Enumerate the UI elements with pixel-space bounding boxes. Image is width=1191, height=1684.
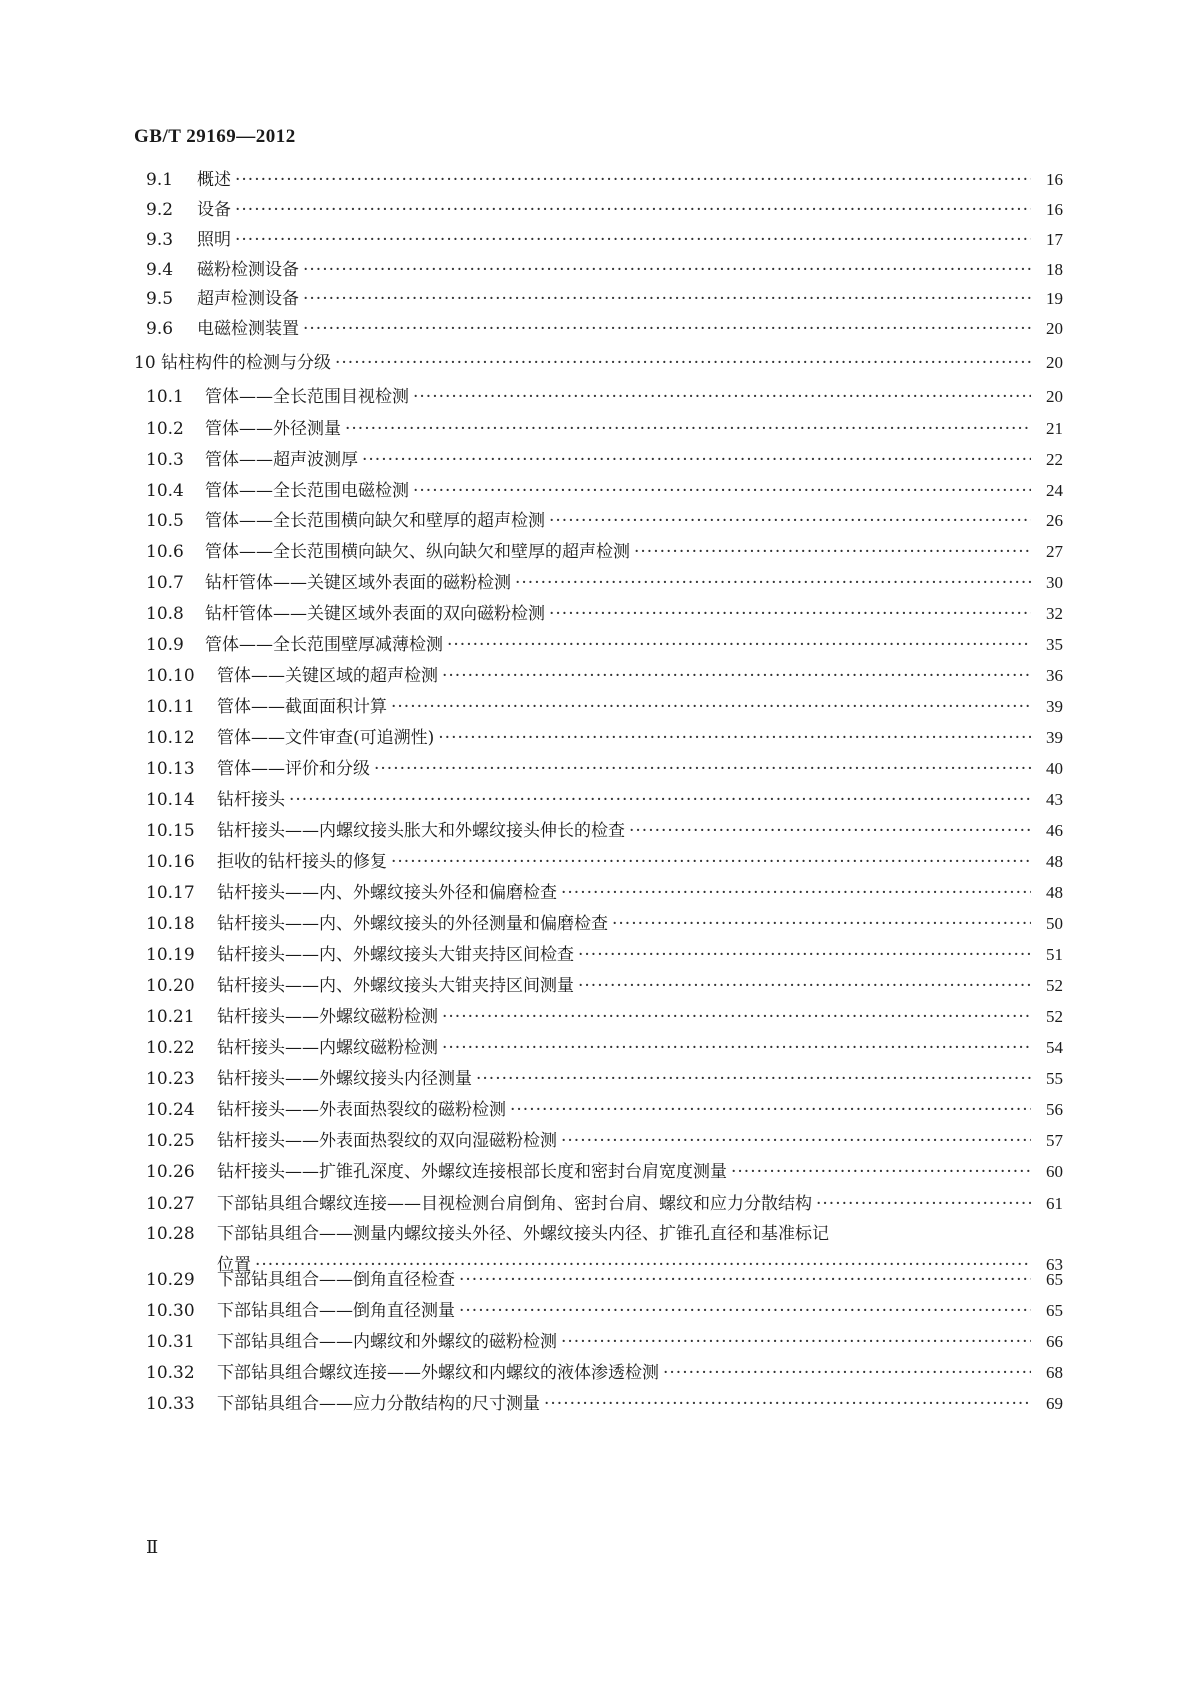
toc-leader-dots xyxy=(459,1264,1031,1296)
toc-entry-page: 50 xyxy=(1046,914,1063,933)
toc-entry[interactable] xyxy=(146,283,1063,315)
toc-leader-dots xyxy=(374,753,1031,785)
toc-entry-number: 10.16 xyxy=(146,852,195,872)
toc-entry-page: 61 xyxy=(1046,1194,1063,1213)
toc-entry-number: 10.24 xyxy=(146,1100,195,1120)
toc-entry-number: 10.31 xyxy=(146,1332,195,1352)
toc-entry-page: 55 xyxy=(1046,1069,1063,1088)
toc-entry-title: 钻杆接头——外螺纹接头内径测量 xyxy=(217,1069,472,1089)
toc-leader-dots xyxy=(303,313,1031,345)
toc-entry-page: 65 xyxy=(1046,1301,1063,1320)
toc-leader-dots xyxy=(438,722,1031,754)
toc-entry[interactable] xyxy=(146,381,1063,413)
toc-entry-number: 10.33 xyxy=(146,1394,195,1414)
toc-entry[interactable] xyxy=(146,1188,1063,1220)
toc-entry-page: 18 xyxy=(1046,260,1063,279)
toc-entry-number: 10.19 xyxy=(146,945,195,965)
toc-leader-dots xyxy=(578,970,1031,1002)
page-number: Ⅱ xyxy=(146,1537,159,1557)
toc-entry-page: 19 xyxy=(1046,289,1063,308)
toc-entry-title: 下部钻具组合——应力分散结构的尺寸测量 xyxy=(217,1394,540,1414)
toc-leader-dots xyxy=(335,347,1031,379)
toc-entry-number: 10.13 xyxy=(146,759,195,779)
toc-entry-title: 下部钻具组合——倒角直径测量 xyxy=(217,1301,455,1321)
toc-entry-page: 48 xyxy=(1046,883,1063,902)
toc-entry-number: 10.12 xyxy=(146,728,195,748)
toc-leader-dots xyxy=(442,1032,1031,1064)
toc-entry[interactable] xyxy=(146,475,1063,507)
toc-entry-page: 35 xyxy=(1046,635,1063,654)
toc-entry[interactable] xyxy=(146,194,1063,226)
toc-entry-number: 10.22 xyxy=(146,1038,195,1058)
toc-entry-title: 管体——截面面积计算 xyxy=(217,697,387,717)
toc-leader-dots xyxy=(345,413,1031,445)
toc-entry-page: 16 xyxy=(1046,170,1063,189)
toc-entry[interactable] xyxy=(146,908,1063,940)
toc-entry[interactable] xyxy=(146,1001,1063,1033)
toc-entry-page: 66 xyxy=(1046,1332,1063,1351)
toc-entry-page: 65 xyxy=(1046,1270,1063,1289)
toc-entry-title: 磁粉检测设备 xyxy=(197,260,299,280)
toc-entry-number: 10.6 xyxy=(146,542,184,562)
toc-entry[interactable] xyxy=(146,224,1063,256)
toc-entry-page: 30 xyxy=(1046,573,1063,592)
toc-entry[interactable] xyxy=(146,1357,1063,1389)
toc-leader-dots xyxy=(634,536,1031,568)
toc-entry-number: 9.6 xyxy=(146,319,174,339)
toc-leader-dots xyxy=(391,846,1031,878)
toc-entry-number: 10.23 xyxy=(146,1069,195,1089)
toc-entry-title: 钻杆接头 xyxy=(217,790,285,810)
toc-leader-dots xyxy=(447,629,1031,661)
toc-entry[interactable] xyxy=(146,313,1063,345)
toc-entry-title: 管体——全长范围目视检测 xyxy=(205,387,409,407)
toc-leader-dots xyxy=(235,194,1031,226)
toc-entry-title: 电磁检测装置 xyxy=(197,319,299,339)
toc-entry-number: 10.2 xyxy=(146,419,184,439)
toc-entry-title: 下部钻具组合——倒角直径检查 xyxy=(217,1270,455,1290)
toc-entry-page: 24 xyxy=(1046,481,1063,500)
toc-entry-number: 10.14 xyxy=(146,790,195,810)
toc-entry-title: 管体——关键区域的超声检测 xyxy=(217,666,438,686)
toc-entry-page: 27 xyxy=(1046,542,1063,561)
toc-entry[interactable] xyxy=(146,1326,1063,1358)
toc-entry-title: 管体——全长范围壁厚减薄检测 xyxy=(205,635,443,655)
toc-entry-number: 10.17 xyxy=(146,883,195,903)
toc-entry-number: 10.4 xyxy=(146,481,184,501)
toc-leader-dots xyxy=(544,1388,1031,1420)
toc-entry-number: 9.4 xyxy=(146,260,174,280)
toc-entry-title: 拒收的钻杆接头的修复 xyxy=(217,852,387,872)
toc-entry-page: 36 xyxy=(1046,666,1063,685)
toc-entry[interactable] xyxy=(146,939,1063,971)
toc-entry-page: 20 xyxy=(1046,353,1063,372)
toc-entry-title: 钻杆接头——内、外螺纹接头大钳夹持区间检查 xyxy=(217,945,574,965)
toc-leader-dots xyxy=(413,381,1031,413)
toc-entry-page: 26 xyxy=(1046,511,1063,530)
toc-entry-title: 超声检测设备 xyxy=(197,289,299,309)
toc-leader-dots xyxy=(663,1357,1031,1389)
toc-entry-page: 52 xyxy=(1046,976,1063,995)
toc-entry-title: 管体——评价和分级 xyxy=(217,759,370,779)
toc-entry-title: 钻杆接头——内、外螺纹接头外径和偏磨检查 xyxy=(217,883,557,903)
toc-entry-title: 下部钻具组合螺纹连接——目视检测台肩倒角、密封台肩、螺纹和应力分散结构 xyxy=(217,1194,812,1214)
toc-entry-number: 10.27 xyxy=(146,1194,195,1214)
toc-entry-page: 39 xyxy=(1046,728,1063,747)
toc-entry-number: 10.30 xyxy=(146,1301,195,1321)
toc-entry-page: 32 xyxy=(1046,604,1063,623)
toc-entry[interactable] xyxy=(146,1295,1063,1327)
toc-entry-page: 20 xyxy=(1046,387,1063,406)
toc-entry-title: 概述 xyxy=(197,170,231,190)
toc-entry-title-continued: 位置 xyxy=(217,1255,251,1275)
toc-entry-page: 40 xyxy=(1046,759,1063,778)
toc-entry-page: 39 xyxy=(1046,697,1063,716)
toc-entry-title: 钻杆管体——关键区域外表面的双向磁粉检测 xyxy=(205,604,545,624)
toc-leader-dots xyxy=(442,660,1031,692)
toc-entry[interactable] xyxy=(146,164,1063,196)
toc-entry-title: 管体——全长范围横向缺欠、纵向缺欠和壁厚的超声检测 xyxy=(205,542,630,562)
toc-leader-dots xyxy=(391,691,1031,723)
toc-entry-title: 钻杆接头——外表面热裂纹的磁粉检测 xyxy=(217,1100,506,1120)
toc-entry[interactable] xyxy=(146,1063,1063,1095)
toc-entry-title: 下部钻具组合——测量内螺纹接头外径、外螺纹接头内径、扩锥孔直径和基准标记 xyxy=(217,1224,829,1244)
toc-entry[interactable] xyxy=(146,722,1063,754)
toc-entry[interactable] xyxy=(146,753,1063,785)
toc-entry-number: 9.5 xyxy=(146,289,174,309)
toc-leader-dots xyxy=(303,254,1031,286)
toc-entry[interactable] xyxy=(146,505,1063,537)
toc-leader-dots xyxy=(515,567,1031,599)
toc-leader-dots xyxy=(612,908,1031,940)
toc-entry-page: 43 xyxy=(1046,790,1063,809)
toc-entry-number: 10.10 xyxy=(146,666,195,686)
toc-leader-dots xyxy=(459,1295,1031,1327)
toc-entry-title: 管体——全长范围横向缺欠和壁厚的超声检测 xyxy=(205,511,545,531)
toc-entry[interactable] xyxy=(146,254,1063,286)
toc-entry-number: 10.7 xyxy=(146,573,184,593)
toc-leader-dots xyxy=(629,815,1031,847)
toc-leader-dots xyxy=(561,1125,1031,1157)
toc-entry-title: 钻杆接头——外表面热裂纹的双向湿磁粉检测 xyxy=(217,1131,557,1151)
toc-entry[interactable] xyxy=(146,1218,1063,1250)
toc-entry-title: 钻杆接头——内螺纹接头胀大和外螺纹接头伸长的检查 xyxy=(217,821,625,841)
toc-entry-number: 9.3 xyxy=(146,230,174,250)
toc-entry-title: 钻杆接头——内螺纹磁粉检测 xyxy=(217,1038,438,1058)
toc-entry[interactable] xyxy=(146,691,1063,723)
toc-entry[interactable] xyxy=(146,629,1063,661)
toc-leader-dots xyxy=(561,1326,1031,1358)
toc-leader-dots xyxy=(413,475,1031,507)
toc-leader-dots xyxy=(816,1188,1031,1220)
toc-leader-dots xyxy=(235,164,1031,196)
toc-entry-number: 10.29 xyxy=(146,1270,195,1290)
toc-leader-dots xyxy=(362,444,1031,476)
toc-entry-number: 10.26 xyxy=(146,1162,195,1182)
toc-entry-number: 10.15 xyxy=(146,821,195,841)
toc-entry[interactable] xyxy=(146,660,1063,692)
toc-leader-dots xyxy=(549,505,1031,537)
toc-entry[interactable] xyxy=(146,1388,1063,1420)
toc-leader-dots xyxy=(731,1156,1031,1188)
toc-entry-title: 钻柱构件的检测与分级 xyxy=(161,353,331,373)
toc-entry-page: 68 xyxy=(1046,1363,1063,1382)
toc-entry-number: 10 xyxy=(134,353,156,373)
toc-entry-page: 57 xyxy=(1046,1131,1063,1150)
toc-entry-title: 钻杆接头——内、外螺纹接头的外径测量和偏磨检查 xyxy=(217,914,608,934)
toc-entry-number: 9.2 xyxy=(146,200,174,220)
toc-entry[interactable] xyxy=(146,970,1063,1002)
toc-entry-page: 69 xyxy=(1046,1394,1063,1413)
toc-entry[interactable] xyxy=(146,1156,1063,1188)
toc-entry-page: 54 xyxy=(1046,1038,1063,1057)
toc-entry-title: 设备 xyxy=(197,200,231,220)
toc-leader-dots xyxy=(476,1063,1031,1095)
toc-entry[interactable] xyxy=(146,1264,1063,1296)
toc-entry-page: 51 xyxy=(1046,945,1063,964)
toc-entry-title: 钻杆接头——扩锥孔深度、外螺纹连接根部长度和密封台肩宽度测量 xyxy=(217,1162,727,1182)
toc-leader-dots xyxy=(549,598,1031,630)
toc-entry[interactable] xyxy=(146,815,1063,847)
toc-entry[interactable] xyxy=(146,444,1063,476)
document-code: GB/T 29169—2012 xyxy=(134,126,296,147)
toc-entry-number: 10.9 xyxy=(146,635,184,655)
toc-entry-number: 10.20 xyxy=(146,976,195,996)
toc-entry-page: 22 xyxy=(1046,450,1063,469)
toc-entry[interactable] xyxy=(146,1032,1063,1064)
toc-entry-page: 20 xyxy=(1046,319,1063,338)
toc-entry-page: 63 xyxy=(1046,1255,1063,1274)
toc-entry[interactable] xyxy=(146,1094,1063,1126)
toc-leader-dots xyxy=(510,1094,1031,1126)
toc-leader-dots xyxy=(442,1001,1031,1033)
toc-leader-dots xyxy=(561,877,1031,909)
toc-entry[interactable] xyxy=(146,1125,1063,1157)
toc-entry-title: 管体——超声波测厚 xyxy=(205,450,358,470)
toc-entry-page: 21 xyxy=(1046,419,1063,438)
toc-entry[interactable] xyxy=(146,567,1063,599)
toc-entry[interactable] xyxy=(146,598,1063,630)
toc-entry-title: 下部钻具组合螺纹连接——外螺纹和内螺纹的液体渗透检测 xyxy=(217,1363,659,1383)
toc-leader-dots xyxy=(303,283,1031,315)
toc-entry-number: 10.25 xyxy=(146,1131,195,1151)
toc-entry-page: 56 xyxy=(1046,1100,1063,1119)
toc-leader-dots xyxy=(578,939,1031,971)
toc-entry[interactable] xyxy=(146,413,1063,445)
toc-entry-number: 10.18 xyxy=(146,914,195,934)
toc-entry-number: 10.3 xyxy=(146,450,184,470)
toc-entry-page: 46 xyxy=(1046,821,1063,840)
toc-entry-number: 10.8 xyxy=(146,604,184,624)
toc-entry-title: 钻杆接头——内、外螺纹接头大钳夹持区间测量 xyxy=(217,976,574,996)
toc-entry-number: 10.1 xyxy=(146,387,184,407)
toc-entry[interactable] xyxy=(146,877,1063,909)
toc-entry-title: 管体——文件审查(可追溯性) xyxy=(217,728,435,748)
toc-entry-number: 10.11 xyxy=(146,697,195,717)
toc-entry-number: 10.28 xyxy=(146,1224,195,1244)
toc-entry-title: 钻杆接头——外螺纹磁粉检测 xyxy=(217,1007,438,1027)
toc-entry-title: 钻杆管体——关键区域外表面的磁粉检测 xyxy=(205,573,511,593)
toc-entry-title: 照明 xyxy=(197,230,231,250)
toc-entry-page: 48 xyxy=(1046,852,1063,871)
toc-entry-number: 9.1 xyxy=(146,170,174,190)
toc-entry-page: 52 xyxy=(1046,1007,1063,1026)
toc-entry[interactable] xyxy=(146,846,1063,878)
toc-entry-title: 下部钻具组合——内螺纹和外螺纹的磁粉检测 xyxy=(217,1332,557,1352)
toc-leader-dots xyxy=(235,224,1031,256)
toc-entry-page: 60 xyxy=(1046,1162,1063,1181)
toc-leader-dots xyxy=(289,784,1031,816)
toc-entry-title: 管体——外径测量 xyxy=(205,419,341,439)
toc-entry[interactable] xyxy=(134,347,1063,379)
toc-entry-page: 16 xyxy=(1046,200,1063,219)
toc-entry-number: 10.21 xyxy=(146,1007,195,1027)
toc-entry-page: 17 xyxy=(1046,230,1063,249)
toc-entry-number: 10.5 xyxy=(146,511,184,531)
toc-entry-number: 10.32 xyxy=(146,1363,195,1383)
toc-entry[interactable] xyxy=(146,784,1063,816)
toc-entry[interactable] xyxy=(146,536,1063,568)
toc-entry-title: 管体——全长范围电磁检测 xyxy=(205,481,409,501)
